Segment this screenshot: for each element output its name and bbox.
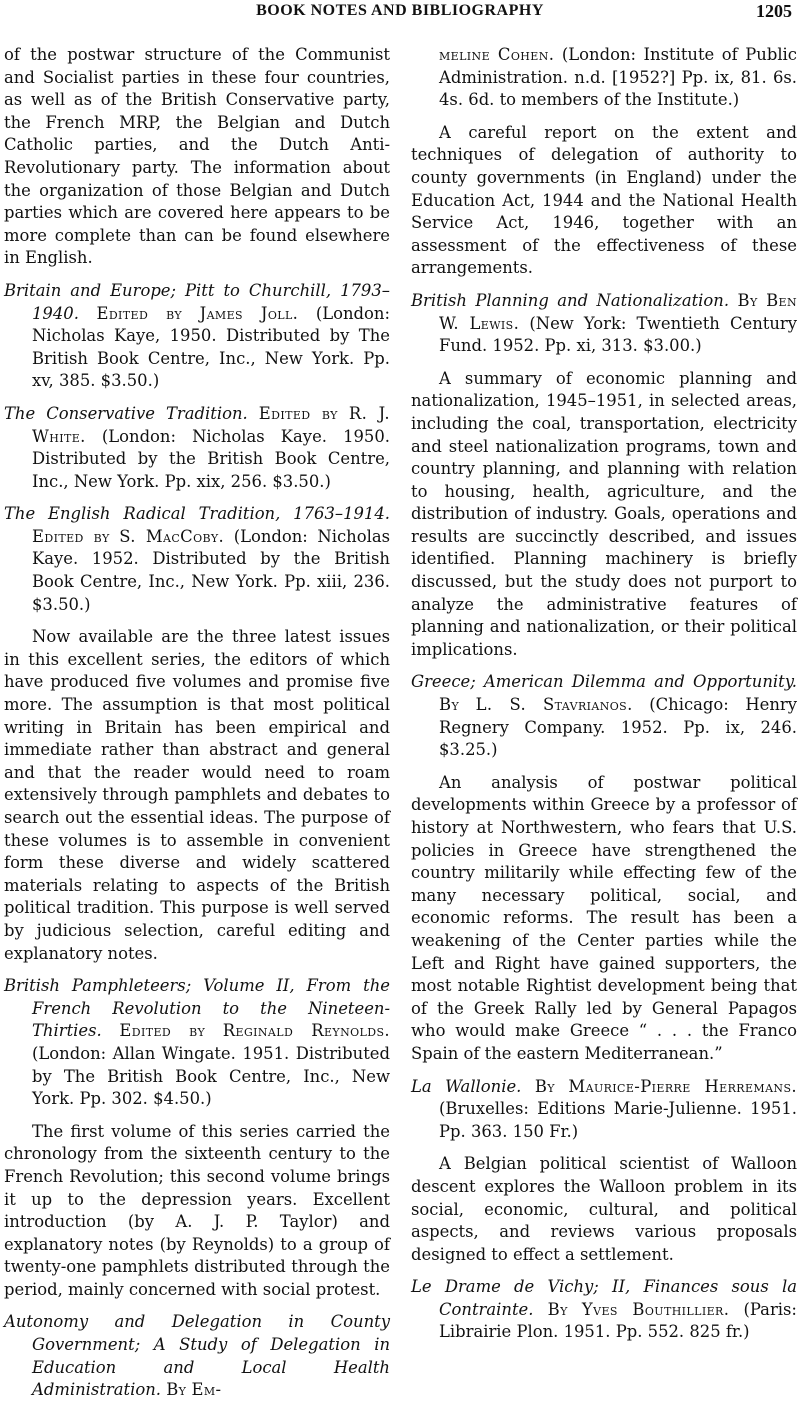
review-paragraph: An analysis of postwar political developments within Greece by a professor of history at Northwestern, who fears that U.S. policies in Greece have strengthened the country militarily while effecting few of the many necessary political, social, and economic reforms. The result has been a weakening of the Center parties while the Left and Right have gained supporters, the most notable Rightist development being that of the Greek Rally led by General Papagos who would make Greece “ . . . the Franco Spain of the eastern Mediterranean.”	[411, 772, 797, 1063]
book-entry-conservative-tradition	[4, 403, 390, 493]
edited-by-label: Edited by	[96, 303, 183, 323]
book-author: S. MacCoby.	[119, 526, 225, 546]
book-entry-british-planning	[411, 290, 797, 358]
book-entry-autonomy-and-delegation	[4, 1311, 390, 1401]
book-title: The English Radical Tradition, 1763–1914.	[4, 504, 390, 524]
book-entry-english-radical-tradition	[4, 503, 390, 616]
edited-by-label: Edited by	[32, 526, 110, 546]
book-details: (Bruxelles: Editions Marie-Julienne. 1951. Pp. 363. 150 Fr.)	[439, 1099, 797, 1141]
book-author: Yves Bouthillier.	[581, 1299, 730, 1319]
page-header	[0, 0, 800, 34]
by-label: By	[737, 290, 758, 310]
book-title: British Pamphleteers; Volume II, From the French Revolution to the Nineteen-Thirties.	[4, 976, 390, 1041]
book-author: meline Cohen.	[439, 45, 555, 64]
running-title: BOOK NOTES AND BIBLIOGRAPHY	[256, 2, 544, 19]
book-details: (London: Nicholas Kaye. 1950. Distributed by the British Book Centre, Inc., New York. Pp. xix, 256. $3.50.)	[32, 426, 390, 491]
book-author: James Joll.	[199, 303, 299, 323]
book-entry-british-pamphleteers	[4, 975, 390, 1111]
edited-by-label: Edited by	[119, 1021, 206, 1041]
review-paragraph: A summary of economic planning and nationalization, 1945–1951, in selected areas, including the coal, transportation, electricity and steel nationalization programs, town and country planning, and planning with relation to housing, health, agriculture, and the distribution of industry. Goals, operations and results are succinctly described, and issues identified. Planning machinery is briefly discussed, but the study does not purport to analyze the administrative features of planning and nationalization, or their political implications.	[411, 368, 797, 659]
book-entry-continued	[411, 44, 797, 112]
by-label: By	[439, 695, 460, 715]
by-label: By	[166, 1380, 187, 1400]
review-paragraph: A careful report on the extent and techniques of delegation of authority to county governments (in England) under the Education Act, 1944 and the National Health Service Act, 1946, together with an assessment of the effectiveness of these arrangements.	[411, 122, 797, 278]
paragraph-continued: of the postwar structure of the Communist and Socialist parties in these four countries, as well as of the British Conservative party, the French MRP, the Belgian and Dutch Catholic parties, and the Dutch Anti-Revolutionary party. The information about the organization of those Belgian and Dutch parties which are covered here appears to be more complete than can be found elsewhere in English.	[4, 45, 390, 268]
book-entry-britain-and-europe	[4, 280, 390, 393]
book-title: The Conservative Tradition.	[4, 403, 248, 423]
book-details: (Chicago: Henry Regnery Company. 1952. Pp. ix, 246. $3.25.)	[439, 695, 797, 760]
book-entry-la-wallonie	[411, 1076, 797, 1144]
book-title: Autonomy and Delegation in County Government; A Study of Delegation in Education and Local Health Administration.	[4, 1312, 390, 1400]
book-entry-greece	[411, 671, 797, 761]
review-paragraph: Now available are the three latest issues in this excellent series, the editors of which have produced five volumes and promise five more. The assumption is that most political writing in Britain has been empirical and immediate rather than abstract and general and that the reader would need to roam extensively through pamphlets and debates to search out the essential ideas. The purpose of these volumes is to assemble in convenient form these diverse and widely scattered materials relating to aspects of the British political tradition. This purpose is well served by judicious selection, careful editing and explanatory notes.	[4, 627, 390, 963]
book-title: Greece; American Dilemma and Opportunity.	[411, 672, 797, 692]
book-details: (Paris: Librairie Plon. 1951. Pp. 552. 825 fr.)	[439, 1299, 797, 1342]
book-author: Maurice-Pierre Herremans.	[568, 1076, 797, 1096]
book-author: L. S. Stavrianos.	[475, 695, 633, 715]
right-column	[411, 44, 797, 1354]
book-author: Ben W. Lewis.	[439, 290, 798, 333]
by-label: By	[534, 1076, 555, 1096]
book-details: (London: Nicholas Kaye, 1950. Distributed by The British Book Centre, Inc., New York. Pp. xv, 385. $3.50.)	[32, 303, 390, 391]
book-title: La Wallonie.	[411, 1076, 522, 1096]
book-title: Le Drame de Vichy; II, Finances sous la Contrainte.	[411, 1277, 797, 1319]
edited-by-label: Edited by	[258, 403, 338, 423]
book-author: R. J. White.	[32, 403, 390, 446]
page-number: 1205	[756, 1, 792, 21]
book-author: Em-	[191, 1380, 222, 1400]
book-details: (London: Nicholas Kaye. 1952. Distributed by the British Book Centre, Inc., New York. Pp. xiii, 236. $3.50.)	[32, 526, 391, 614]
book-details: (London: Institute of Public Administration. n.d. [1952?] Pp. ix, 81. 6s. 4s. 6d. to members of the Institute.)	[439, 45, 797, 110]
review-paragraph: A Belgian political scientist of Walloon descent explores the Walloon problem in its social, economic, cultural, and political aspects, and reviews various proposals designed to effect a settlement.	[411, 1154, 797, 1264]
by-label: By	[547, 1299, 568, 1319]
book-author: Reginald Reynolds.	[222, 1021, 390, 1041]
book-details: (New York: Twentieth Century Fund. 1952. Pp. xi, 313. $3.00.)	[439, 313, 797, 356]
review-paragraph: The first volume of this series carried the chronology from the sixteenth century to the French Revolution; this second volume brings it up to the depression years. Excellent introduction (by A. J. P. Taylor) and explanatory notes (by Reynolds) to a group of twenty-one pamphlets distributed through the period, mainly concerned with social protest.	[4, 1121, 390, 1299]
book-title: Britain and Europe; Pitt to Churchill, 1793–1940.	[4, 280, 390, 323]
book-details: (London: Allan Wingate. 1951. Distributed by The British Book Centre, Inc., New York. Pp. 302. $4.50.)	[32, 1043, 390, 1109]
left-column	[4, 44, 390, 1412]
book-entry-le-drame-de-vichy	[411, 1276, 797, 1344]
book-title: British Planning and Nationalization.	[411, 290, 730, 310]
